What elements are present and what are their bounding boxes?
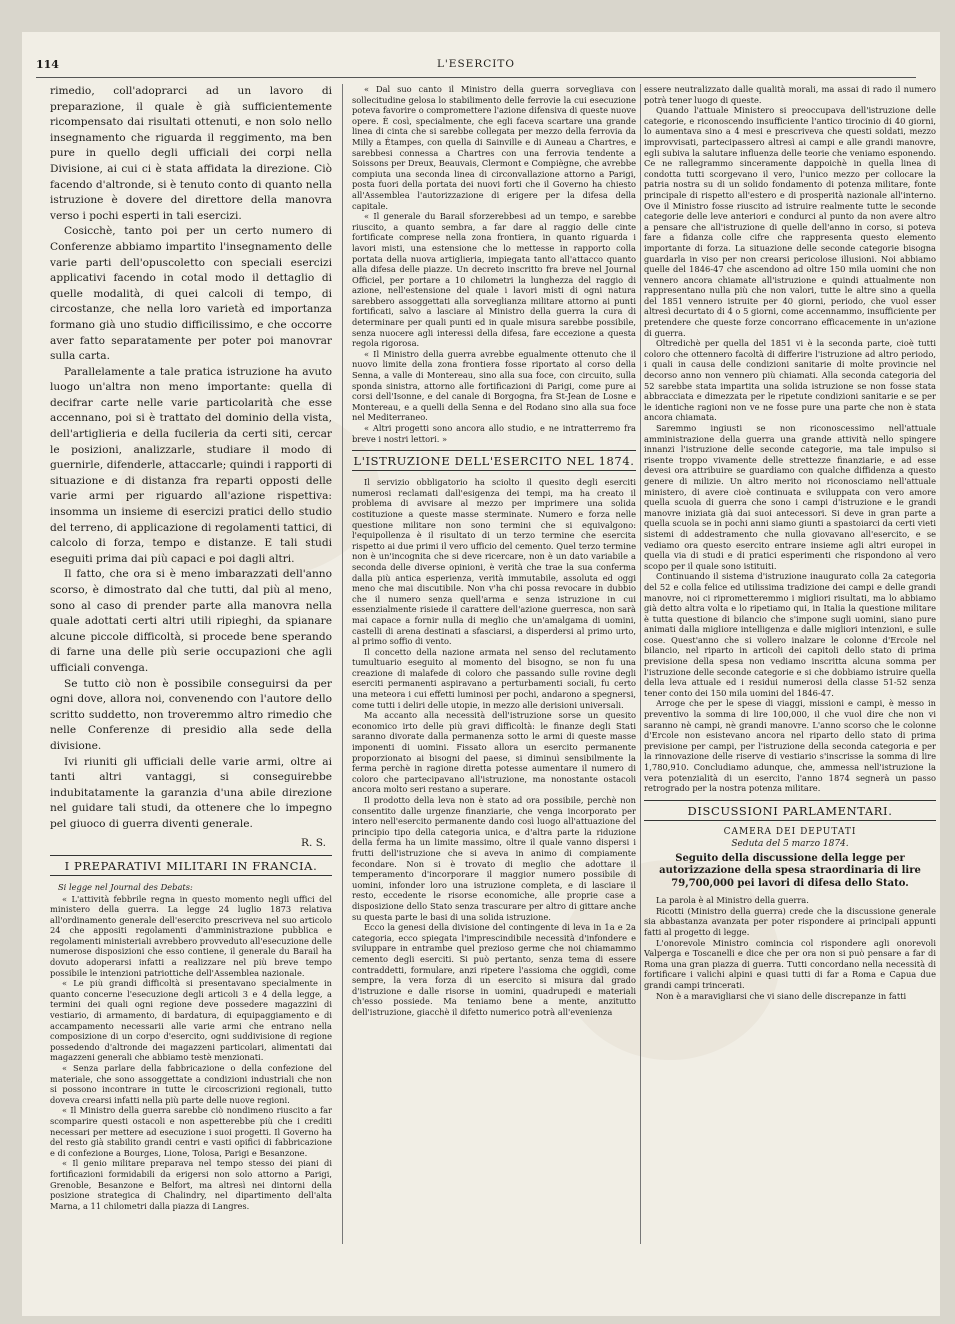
paragraph: Saremmo ingiusti se non riconoscessimo nell'attuale amministrazione della guerra una grande attività nello spingere innanzi l'istruzione delle seconde categorie, ma tale impulso si risente troppo vivamente delle strettezze finanziarie, e ad esse devesi ora attribuire se guardiamo con qualche diffidenza a questo genere di milizie. Un altro merito noi riconosciamo nell'attuale ministero, di avere cioè continuata e sviluppata con vero amore quella scuola di guerra che sono i campi d'istruzione e le grandi manovre iniziata già dai suoi antecessori. Si deve in gran parte a quella scuola se in pochi anni siamo giunti a spastoiarci da certi vieti sistemi di addestramento che nulla giovavano all'esercito, e se vediamo ora questo esercito entrare insieme agli altri europei in quella via di studi e di pratici esperimenti che rispondono al vero scopo per il quale sono istituiti. — [644, 423, 936, 571]
signature: R. S. — [301, 836, 326, 849]
paragraph: « Dal suo canto il Ministro della guerra sorvegliava con sollecitudine gelosa lo stabilimento delle ferrovie la cui esecuzione poteva favorire o compromettere l'azione difensiva di queste nuove opere. È così, specialmente, che egli faceva scartare una grande linea di cinta che si sarebbe collegata per mezzo della ferrovia da Milly a Étampes, con quella di Sainville e di Auneau a Chartres, e sarebbesi connessa a Chartres con una ferrovia tendente a Soissons per Dreux, Beauvais, Clermont e Compiègne, che avrebbe compiuta una seconda linea di circonvallazione attorno a Parigi, posta fuori della portata dei nuovi forti che il Governo ha chiesto all'Assemblea l'autorizzazione di erigere per la difesa della capitale. — [352, 84, 636, 211]
paragraph: Ricotti (Ministro della guerra) crede che la discussione generale sia abbastanza avanzata per poter rispondere ai principali appunti fatti al progetto di legge. — [644, 905, 936, 938]
column-divider — [342, 84, 343, 1244]
bill-heading: Seguito della discussione della legge per autorizzazione della spesa straordinaria di lire 79,700,000 pei lavori di difesa dello Stato. — [659, 852, 921, 889]
section-title: L'ISTRUZIONE DELL'ESERCITO NEL 1874. — [353, 454, 635, 469]
paragraph: « L'attività febbrile regna in questo momento negli uffici del ministero della guerra. La legge 24 luglio 1873 relativa all'ordinamento generale dell'esercito prescriveva nel suo articolo 24 che appositi regolamenti d'amministrazione pubblica e regolamenti ministeriali avrebbero provveduto all'esecuzione delle numerose disposizioni che esso contiene, il generale du Barail ha dovuto adoperarsi infatti a realizzare nel più breve tempo possibile le intenzioni patriottiche dell'Assemblea nazionale. — [50, 893, 332, 978]
header-rule — [36, 77, 916, 78]
paragraph: « Il genio militare preparava nel tempo stesso dei piani di fortificazioni formidabili da erigersi non solo attorno a Parigi, Grenoble, Besanzone e Belfort, ma altresì nei dintorni della posizione strategica di Chalindry, nel dipartimento dell'alta Marna, a 11 chilometri dalla piazza di Langres. — [50, 1158, 332, 1211]
page-header — [36, 58, 916, 74]
paragraph: « Il Ministro della guerra avrebbe egualmente ottenuto che il nuovo limite della zona frontiera fosse riportato al corso della Senna, a valle di Montereau, sino alla sua foce, con circuito, sulla sponda sinistra, attorno alle fortificazioni di Parigi, come pure ai corsi dell'Isonne, e del canale di Borgogna, fra St-Jean de Losne e Montereau, e a quelli della Senna e del Rodano sino alla sua foce nel Mediterraneo. — [352, 348, 636, 423]
section-rule — [50, 855, 332, 856]
section-title: I PREPARATIVI MILITARI IN FRANCIA. — [64, 858, 318, 873]
journal-title: L'ESERCITO — [436, 58, 516, 70]
paragraph: Quando l'attuale Ministero si preoccupava dell'istruzione delle categorie, e riconoscendo insufficiente l'antico tirocinio di 40 giorni, lo aumentava sino a 4 mesi e prescriveva che questi soldati, mezzo improvvisati, partecipassero altresì ai campi e alle grandi manovre, egli subiva la salutare influenza delle teorie che veniamo esponendo. Ce ne rallegrammo sinceramente dappoichè in quella linea di condotta tutti scorgevano il vero, l'unico mezzo per collocare la patria nostra su di un solido fondamento di potenza militare, fonte principale di rispetto all'estero e di prosperità nazionale all'interno. Ove il Ministro fosse riuscito ad istruire realmente tutte le seconde categorie delle leve anteriori e condurci al punto da non avere altro a pensare che all'istruzione di quelle dell'anno in corso, si poteva fare a fidanza colle cifre che rappresenta questo elemento importante di forza. La situazione delle seconde categorie bisogna guardarla in viso per non crearsi pericolose illusioni. Noi abbiamo quelle del 1846-47 che ascendono ad oltre 150 mila uomini che non vennero ancora chiamate all'istruzione e quindi attualmente non rappresentano nulla più che non valori, tutte le altre sino a quella del 1851 vennero istruite per 40 giorni, periodo, che vuol esser altresì decurtato di 4 o 5 giorni, come accennammo, insufficiente per pretendere che queste forze concorrano efficacemente in un'azione di guerra. — [644, 105, 936, 338]
paragraph: Continuando il sistema d'istruzione inaugurato colla 2a categoria del 52 e colla felice ed utilissima tradizione dei campi e delle grandi manovre, noi ci riprometteremmo i migliori risultati, ma lo abbiamo già detto altra volta e lo ripetiamo qui, in Italia la questione militare è tutta questione di bilancio che s'impone sugli uomini, siano pure animati dalla migliore intelligenza e dalle migliori intenzioni, e sulle cose. Quest'anno che si vollero inalzare le colonne d'Ercole nel bilancio, nel riparto in articoli dei capitoli dello stato di prima previsione della spesa non vediamo inscritta alcuna somma per l'istruzione delle seconde categorie e si che dobbiamo istruire quella della leva attuale ed i residui numerosi della classe 51-52 senza tener conto dei 150 mila uomini del 1846-47. — [644, 571, 936, 698]
paragraph: « Altri progetti sono ancora allo studio, e ne intratterremo fra breve i nostri lettori. » — [352, 423, 636, 444]
paragraph: L'onorevole Ministro comincia col rispondere agli onorevoli Valperga e Toscanelli e dice che per ora non si può pensare a far di Roma una gran piazza di guerra. Tutti concordano nella necessità di fortificare i valichi alpini e quasi tutti di far a Roma e Capua due grandi campi trincerati. — [644, 937, 936, 991]
section-rule — [352, 470, 636, 471]
article-byline: Si legge nel Journal des Debats: — [58, 881, 193, 892]
paragraph: Oltredichè per quella del 1851 vi è la seconda parte, cioè tutti coloro che ottennero facoltà di differire l'istruzione ad altro periodo, i quali in causa delle condizioni sanitarie di molte provincie nel decorso anno non vennero più chiamati. Alla seconda categoria del 52 sarebbe stata impartita una solida istruzione se non fosse stata abbracciata e dimezzata per le ripetute condizioni sanitarie e se per le identiche ragioni non ve ne fosse pure una parte che non è stata ancora chiamata. — [644, 338, 936, 423]
section-rule — [644, 820, 936, 821]
paragraph: Il servizio obbligatorio ha sciolto il quesito degli eserciti numerosi reclamati dall'esigenza dei tempi, ma ha creato il problema di avvisare al mezzo per imprimere una solida costituzione a queste masse sterminate. Numero e forza nelle questione militare non sono termini che si equivalgono: l'equipollenza è il risultato di un terzo termine che esercita rispetto ai due primi il vero ufficio del cemento. Quel terzo termine non è un'incognita che si deve ricercare, non è un dato variabile a seconda delle diverse opinioni, è verità che trae la sua conferma dalla più antica esperienza, verità immutabile, assoluta ed oggi meno che mai discutibile. Non v'ha chi possa revocare in dubbio che il numero senza quell'arma e senza istruzione in cui essenzialmente risiede il carattere dell'azione guerresca, non sarà mai capace a fornir nulla di meglio che un'amalgama di uomini, castelli di arena destinati a sfasciarsi, a disperdersi al primo urto, al primo soffio di vento. — [352, 477, 636, 647]
column-3 — [644, 84, 936, 1244]
paragraph: « Senza parlare della fabbricazione o della confezione del materiale, che sono assoggettate a condizioni industriali che non si possono incontrare in tutte le circoscrizioni regionali, tutto doveva crearsi infatti nella più parte delle nuove regioni. — [50, 1063, 332, 1105]
paragraph: Parallelamente a tale pratica istruzione ha avuto luogo un'altra non meno importante: quella di decifrar carte nelle varie particolarità che esse accennano, poi si è trattato del dominio della vista, dell'artiglieria e della fucileria da certi siti, cercar le posizioni, analizzarle, studiare il modo di guernirle, difenderle, attaccarle; quindi i rapporti di situazione e di distanza fra reparti opposti delle varie armi per riguardo all'azione rispettiva: insomma un insieme di esercizi pratici dello studio del terreno, di applicazione di regolamenti tattici, di calcolo di forza, tempo e distanze. E tali studi eseguiti prima dai più capaci e poi dagli altri. — [50, 365, 332, 565]
section-rule — [644, 800, 936, 801]
paragraph: Non è a maravigliarsi che vi siano delle discrepanze in fatti — [656, 990, 907, 1001]
paragraph: Arroge che per le spese di viaggi, missioni e campi, è messo in preventivo la somma di lire 100,000, il che vuol dire che non vi saranno nè campi, nè grandi manovre. L'anno scorso che le colonne d'Ercole non esistevano ancora nel riparto dello stato di prima previsione per campi, per l'istruzione della seconda categoria e per la rinnovazione delle riserve di vestiario s'inscrisse la somma di lire 1,780,910. Concludiamo adunque, che, ammessa nell'istruzione la vera potenzialità di un esercito, l'anno 1874 segnerà un passo retrogrado per la nostra potenza militare. — [644, 698, 936, 794]
page-number: 114 — [36, 58, 59, 71]
session-date: Seduta del 5 marzo 1874. — [731, 838, 849, 849]
section-title: DISCUSSIONI PARLAMENTARI. — [687, 803, 893, 818]
column-1 — [50, 84, 332, 1244]
paragraph: Ma accanto alla necessità dell'istruzione sorse un quesito economico irto delle più gravi difficoltà: le finanze degli Stati saranno divorate dalla permanenza sotto le armi di queste masse imponenti di uomini. Fissato allora un esercito permanente proporzionato ai bisogni del paese, si diminuì sensibilmente la ferma perchè in ragione diretta potesse aumentare il numero di coloro che partecipavano all'istruzione, ma nonostante ostacoli ancora molto seri restano a superare. — [352, 710, 636, 795]
paragraph: rimedio, coll'adoprarci ad un lavoro di preparazione, il quale è già sufficientemente ricompensato dai risultati ottenuti, e non solo nello insegnamento che riguarda il reggimento, ma ben pure in quello degli ufficiali dei corpi nella Divisione, ai cui ci è stata affidata la direzione. Ciò facendo d'altronde, si è tenuto conto di quanto nella istruzione è dovere del direttore della manovra verso i pochi esperti in tali esercizi. — [50, 85, 332, 222]
paragraph: « Le più grandi difficoltà si presentavano specialmente in quanto concerne l'esecuzione degli articoli 3 e 4 della legge, a termini dei quali ogni regione deve possedere magazzini di vestiario, di armamento, di bardatura, di equipaggiamento e di accampamento necessarii alle varie armi che entrano nella composizione di un corpo d'esercito, ogni suddivisione di regione possedendo d'altronde dei magazzeni particolari, alimentati dai magazzeni generali che abbiamo testè menzionati. — [50, 978, 332, 1063]
paragraph: essere neutralizzato dalle qualità morali, ma assai di rado il numero potrà tener luogo di queste. — [644, 84, 936, 105]
paragraph: Se tutto ciò non è possibile conseguirsi da per ogni dove, allora noi, convenendo con l'autore dello scritto suddetto, non troveremmo altro rimedio che nelle Conferenze di presidio alla sede della divisione. — [50, 677, 332, 752]
paragraph: « Il generale du Barail sforzerebbesi ad un tempo, e sarebbe riuscito, a quanto sembra, a far dare al raggio delle cinte fortificate comprese nella zona frontiera, in quanto riguarda i lavori misti, una estensione che lo mettesse in rapporto colla portata della nuova artiglieria, impiegata tanto all'attacco quanto alla difesa delle piazze. Un decreto inscritto fra breve nel Journal Officiel, per portare a 10 chilometri la lunghezza del raggio di azione, nell'estensione del quale i lavori misti di ogni natura sarebbero assoggettati alla sorveglianza militare attorno ai punti fortificati, salvo a lasciare al Ministro della guerra la cura di determinare per quali punti ed in quale misura sarebbe possibile, senza nuocere agli interessi della difesa, fare eccezione a questa regola rigorosa. — [352, 211, 636, 349]
paragraph: « Il Ministro della guerra sarebbe ciò nondimeno riuscito a far scomparire questi ostacoli e non aspetterebbe più che i crediti necessari per mettere ad esecuzione i suoi progetti. Il Governo ha del resto già stabilito grandi centri e vasti opifici di fabbricazione e di confezione a Bourges, Lione, Tolosa, Parigi e Besanzone. — [50, 1105, 332, 1158]
chamber-name: CAMERA DEI DEPUTATI — [723, 826, 857, 837]
paragraph: Ecco la genesi della divisione del contingente di leva in 1a e 2a categoria, ecco spiegata l'imprescindibile necessità d'infondere e sviluppare in entrambe quel prezioso germe che noi chiamammo cemento degli eserciti. Si può pertanto, senza tema di essere contraddetti, formulare, anzi ripetere l'assioma che oggidì, come sempre, la vera forza di un esercito si misura dal grado d'istruzione e dalle risorse in uomini, quadrupedi e materiali ch'esso possiede. Ma teniamo bene a mente, anzitutto dell'istruzione, giacchè il difetto numerico potrà all'evenienza — [352, 922, 636, 1017]
section-rule — [352, 450, 636, 451]
paragraph: La parola è al Ministro della guerra. — [656, 895, 809, 906]
paragraph: Il prodotto della leva non è stato ad ora possibile, perchè non consentito dalle urgenze finanziarie, che venga incorporato per intero nell'esercito permanente dando così luogo all'attuazione del principio tipo della categoria unica, e d'altra parte la riduzione della ferma ha un limite massimo, oltre il quale vanno dispersi i frutti dell'istruzione che si aveva in animo di compiamente fecondare. Non si è trovato di meglio che adottare il temperamento d'incorporare il maggior numero possibile di uomini, infonder loro una istruzione completa, e di lasciare il resto, eccedente le risorse economiche, alle proprie case a disposizione dello Stato senza trascurare per altro di gittare anche su questa parte le basi di una solida istruzione. — [352, 795, 636, 922]
paragraph: Cosicchè, tanto poi per un certo numero di Conferenze abbiamo impartito l'insegnamento delle varie parti dell'opuscoletto con speciali esercizi applicativi facendo in cotal modo il dettaglio di quelle modalità, di quei calcoli di tempo, di circostanze, che nella loro varietà ed importanza formano già uno studio difficilissimo, e che occorre aver fatto separatamente per poter poi manovrar sulla carta. — [50, 225, 332, 363]
section-rule — [50, 875, 332, 876]
paragraph: Il fatto, che ora si è meno imbarazzati dell'anno scorso, è dimostrato dal che tutti, dal più al meno, sono al caso di prender parte alla manovra nella quale adottati certi altri utili ripieghi, da spianare alcune piccole difficoltà, si procede bene sperando di farne una delle più serie occupazioni che agli ufficiali convenga. — [50, 568, 332, 674]
paragraph: Il concetto della nazione armata nel senso del reclutamento tumultuario eseguito al momento del bisogno, se non fu una creazione di malafede di coloro che passando sulle rovine degli eserciti permanenti aspiravano a perturbamenti sociali, fu certo una meteora i cui effetti luminosi per pochi, andarono a spegnersi, come tutti i deliri delle utopie, in mezzo alle derisioni universali. — [352, 646, 636, 710]
column-divider — [640, 84, 641, 1244]
paragraph: Ivi riuniti gli ufficiali delle varie armi, oltre ai tanti altri vantaggi, si conseguirebbe indubitatamente la garanzia d'una abile direzione nel guidare tali studi, da ottenere che lo impegno pel giuoco di guerra diventi generale. — [50, 755, 332, 830]
column-2 — [352, 84, 636, 1244]
